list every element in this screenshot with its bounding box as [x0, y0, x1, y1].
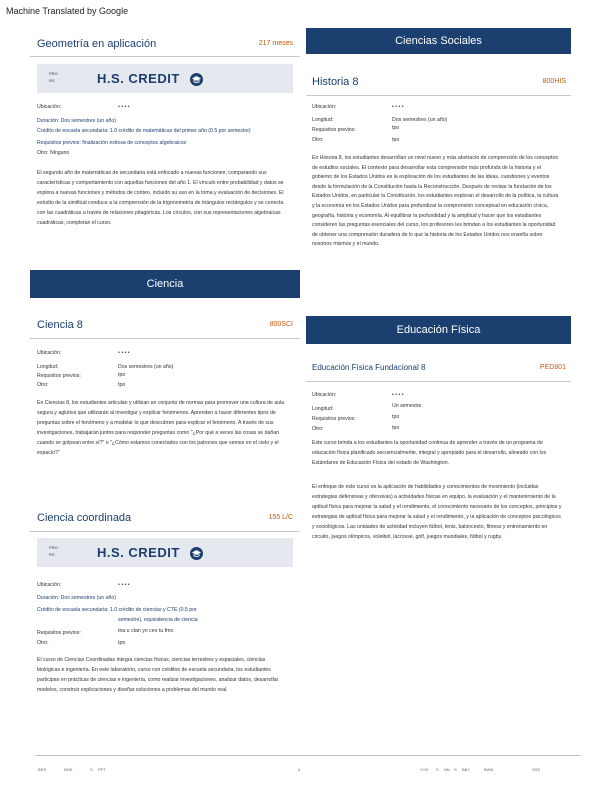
footer-text: NNS [64, 767, 73, 772]
course-title: Ciencia 8 [37, 319, 83, 331]
section-band-educacion-fisica [306, 316, 571, 344]
location-label: Ubicación: [37, 104, 62, 110]
ciencia8-course-header [37, 319, 293, 337]
prerequisites-value: tpo [392, 414, 400, 420]
location-label: Ubicación: [37, 582, 62, 588]
prerequisites-label: Requisitos previos: [312, 416, 356, 422]
credit-small-label: PRO [49, 71, 58, 76]
hs-credit-logo: H.S. CREDIT [97, 545, 180, 560]
course-code: 217 meses [258, 40, 293, 47]
divider [30, 338, 300, 339]
historia-course-header [312, 76, 566, 94]
footer-text: YYB [420, 767, 429, 772]
location-label: Ubicación: [312, 392, 337, 398]
other-line: Otro: Ninguno [37, 150, 70, 156]
credit-line: Crédito de escuela secundaria: 1.0 crédito de matemáticas del primer año (0.5 por semestre) [37, 128, 251, 134]
coordinada-course-header [37, 512, 293, 530]
graduation-cap-icon [190, 547, 203, 560]
footer-divider [36, 755, 580, 756]
other-value: tpo [118, 640, 126, 646]
prerequisites-label: Requisitos previos: [37, 630, 81, 636]
location-value: • • • • [392, 392, 404, 398]
footer-text: BWB [484, 767, 494, 772]
divider [306, 95, 571, 96]
prerequisites-value: tna u ctan yo ceo tu fmo [118, 628, 174, 634]
footer-text: BBJ [462, 767, 470, 772]
footer-text: S [436, 767, 439, 772]
section-title: Ciencia [146, 278, 184, 290]
location-value: • • • • [118, 582, 130, 588]
machine-translated-banner: Machine Translated by Google [6, 6, 129, 16]
length-label: Longitud: [312, 406, 334, 412]
course-description: El curso de Ciencias Coordinadas integra ciencias físicas, ciencias terrestres y espaciales, ciencias biológicas e ingeniería. En este laboratorio, curso con créditos de escuela secundaria, los estudiantes participan en prácticas de ciencias e ingeniería, como realizar investigaciones, analizar datos, desarrollar modelos, construir explicaciones y diseñar soluciones a problemas del mundo real. [37, 657, 279, 694]
footer-text: S [90, 767, 93, 772]
section-title: Ciencias Sociales [395, 35, 482, 47]
right-column [306, 28, 571, 748]
course-description-continued: El enfoque de este curso es la aplicación de habilidades y conocimientos de movimiento (incluidas estrategias defensivas y ofensivas) a actividades físicas en equipo, la evaluación y el mantenimiento de la aptitud física para mejorar la salud y el rendimiento, el conocimiento necesario de los conceptos, principios y estrategias de aptitud física para mejorar la salud y el rendimiento, y la aplicación de conceptos psicológicos y sociológicos. Las unidades de actividad incluyen fútbol, tenis, baloncesto, fitness y entrenamiento en circuito, juegos olímpicos, voleibol, lacrosse, golf, juegos mundiales, fútbol y rugby. [312, 484, 562, 541]
location-label: Ubicación: [312, 104, 337, 110]
divider [30, 56, 300, 57]
footer-text: BSS [38, 767, 47, 772]
prerequisites-value: tpo [392, 125, 400, 131]
length-value: Dos semestres (un año) [118, 364, 174, 370]
section-band-ciencia [30, 270, 300, 298]
duration-line: Duración: Dos semestres (un año) [37, 595, 116, 601]
location-value: • • • • [392, 104, 404, 110]
course-description: El segundo año de matemáticas de secundaria está enfocado a nuevas funciones; comparando sus características y comportamiento con aquellas funciones del año 1. El vínculo entre probabilidad y datos se explora a nuevas funciones y métodos de conteo, incluido su uso en la toma y evaluación de decisiones. El estudio de la similitud conduce a la comprensión de la trigonometría de triángulos rectángulos y se conecta con las cuadráticas a través de relaciones pitagóricas. Los círculos, con sus representaciones algebraicas cuadráticas, completan el curso. [37, 170, 284, 227]
course-title: Ciencia coordinada [37, 512, 132, 524]
divider [306, 381, 571, 382]
other-value: tpo [392, 425, 400, 431]
prerequisites-label: Requisitos previos: [312, 127, 356, 133]
graduation-cap-icon [190, 73, 203, 86]
location-value: • • • • [118, 104, 130, 110]
location-label: Ubicación: [37, 350, 62, 356]
location-value: • • • • [118, 350, 130, 356]
other-value: tpo [392, 137, 400, 143]
length-label: Longitud: [312, 117, 334, 123]
footer-text: NN [444, 767, 450, 772]
duration-line: Duración: Dos semestres (un año) [37, 118, 116, 124]
ef-course-header [312, 362, 566, 380]
footer-text: PPT [98, 767, 106, 772]
length-value: Dos semestres (un año) [392, 117, 448, 123]
left-column [30, 30, 300, 750]
section-band-ciencias-sociales [306, 28, 571, 54]
credit-small-label: RS [49, 552, 55, 557]
prerequisites-label: Requisitos previos: [37, 373, 81, 379]
course-code: 155 L/C [268, 514, 293, 521]
credit-small-label: RS [49, 78, 55, 83]
section-title: Educación Física [396, 324, 481, 336]
credit-small-label: PRO [49, 545, 58, 550]
course-description: En Ciencias 8, los estudiantes articulan y utilizan un conjunto de normas para promover una cultura de aula segura y aglutiva que utilizarán al investigar y explicar fenómenos. Aprenden a hacer diferentes tipos de preguntas sobre el fenómeno y a modelar lo que descubren para explicar el fenómeno. A través de sus investigaciones, trabajarán juntos para responder preguntas como "¿Por qué a veces las cosas se dañan cuando se golpean entre sí?" o "¿Cómo estamos conectados con los patrones que vemos en el cielo y el espacio?" [37, 400, 285, 457]
other-value: tpo [118, 382, 126, 388]
divider [30, 531, 300, 532]
course-description: Este curso brinda a los estudiantes la oportunidad continua de aprender a través de un programa de educación física planificado secuencialmente, integral y apropiado para el desarrollo, alineado con los Estándares de Educación Física del estado de Washington. [312, 440, 547, 467]
other-label: Otro: [312, 426, 324, 432]
prerequisites-value: tpo [118, 372, 126, 378]
credit-line: Crédito de escuela secundaria: 1.0 crédito de ciencias y CTE (0.5 por [37, 607, 197, 613]
other-label: Otro: [37, 382, 49, 388]
course-description: En Historia 8, los estudiantes desarrollan un nivel nuevo y más abstracto de comprensión de los conceptos de estudios sociales. El contexto para desarrollar esta comprensión más profunda de la historia y el gobierno de los Estados Unidos es la exploración de los estudiantes de las ideas, cuestiones y eventos desde la formulación de la Constitución hasta la Reconstrucción. Después de revisar la fundación de los Estados Unidos, en particular la Constitución, los estudiantes exploran el desarrollo de la política, la cultura y la economía en los Estados Unidos para profundizar la comprensión conceptual en educación cívica, geografía, historia y economía. Al equilibrar la profundidad y la amplitud y hacer que los estudiantes consideren las preguntas esenciales del curso, los profesores les brindan a los estudiantes la oportunidad de obtener una comprensión duradera de lo que la historia de los Estados Unidos nos enseña sobre nosotros mismos y el mundo. [312, 155, 559, 248]
prerequisites-line: Requisitos previos: finalización exitosa de conceptos algebraicos [37, 140, 187, 146]
hs-credit-logo: H.S. CREDIT [97, 71, 180, 86]
course-title: Geometría en aplicación [37, 38, 157, 50]
other-label: Otro: [37, 640, 49, 646]
geometry-course-header [37, 38, 293, 58]
course-code: 800SCI [269, 321, 293, 328]
page-number: 4 [298, 767, 301, 772]
credit-line-continued: semestre), equivalencia de ciencia [118, 617, 198, 623]
hs-credit-box [37, 64, 293, 93]
hs-credit-box [37, 538, 293, 567]
length-label: Longitud: [37, 364, 59, 370]
course-code: PED801 [539, 364, 566, 371]
course-code: 800HIS [542, 78, 566, 85]
footer-text: S [454, 767, 457, 772]
course-title: Historia 8 [312, 76, 359, 88]
footer-text: SSS [532, 767, 541, 772]
course-title: Educación Física Fundacional 8 [312, 363, 426, 372]
other-label: Otro: [312, 137, 324, 143]
length-value: Un semestre [392, 403, 422, 409]
